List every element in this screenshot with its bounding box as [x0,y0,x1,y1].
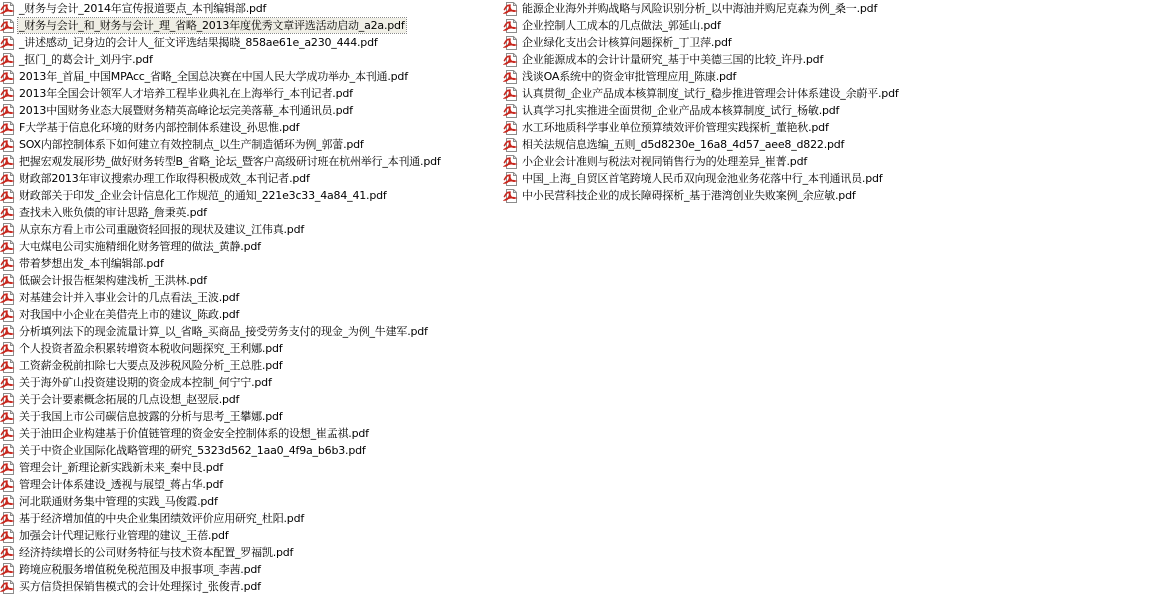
file-item[interactable] [0,136,500,153]
file-item[interactable] [0,323,500,340]
file-item[interactable] [503,102,963,119]
file-name-label: 企业控制人工成本的几点做法_郭延山.pdf [522,19,721,32]
file-name-label: 关于海外矿山投资建设期的资金成本控制_何宁宁.pdf [19,376,272,389]
pdf-file-icon [0,528,16,544]
file-name-label: 带着梦想出发_本刊编辑部.pdf [19,257,164,270]
file-name-label: 2013中国财务业态大展暨财务精英高峰论坛完美落幕_本刊通讯员.pdf [19,104,353,117]
file-name-label: 个人投资者盈余积累转增资本税收问题探究_王利娜.pdf [19,342,283,355]
file-name-label: SOX内部控制体系下如何建立有效控制点_以生产制造循环为例_郭蕾.pdf [19,138,364,151]
pdf-file-icon [0,256,16,272]
file-name-label: 把握宏观发展形势_做好财务转型B_省略_论坛_暨客户高级研讨班在杭州举行_本刊通.pdf [19,155,441,168]
file-name-label: 查找未入账负债的审计思路_詹秉英.pdf [19,206,207,219]
pdf-file-icon [0,307,16,323]
file-item[interactable] [0,493,500,510]
pdf-file-icon [503,103,519,119]
pdf-file-icon [0,35,16,51]
file-item[interactable] [0,408,500,425]
file-name-label: 分析填列法下的现金流量计算_以_省略_买商品_接受劳务支付的现金_为例_牛建军.pdf [19,325,428,338]
file-name-label: 认真贯彻_企业产品成本核算制度_试行_稳步推进管理会计体系建设_余蔚平.pdf [522,87,899,100]
pdf-file-icon [0,52,16,68]
pdf-file-icon [0,494,16,510]
pdf-file-icon [503,171,519,187]
file-name-label: F大学基于信息化环境的财务内部控制体系建设_孙思惟.pdf [19,121,300,134]
file-name-label: 基于经济增加值的中央企业集团绩效评价应用研究_杜阳.pdf [19,512,305,525]
file-name-label: 财政部关于印发_企业会计信息化工作规范_的通知_221e3c33_4a84_41.pdf [19,189,387,202]
pdf-file-icon [0,205,16,221]
file-name-label: 大屯煤电公司实施精细化财务管理的做法_黄静.pdf [19,240,261,253]
file-name-label: 经济持续增长的公司财务特征与技术资本配置_罗福凯.pdf [19,546,294,559]
pdf-file-icon [503,52,519,68]
file-item[interactable] [0,391,500,408]
pdf-file-icon [0,239,16,255]
file-item[interactable] [0,51,500,68]
file-name-label: 关于我国上市公司碳信息披露的分析与思考_王攀娜.pdf [19,410,283,423]
pdf-file-icon [503,18,519,34]
file-name-label: 中小民营科技企业的成长障碍探析_基于港湾创业失败案例_余应敏.pdf [522,189,856,202]
file-item[interactable] [0,221,500,238]
file-name-label: 认真学习扎实推进全面贯彻_企业产品成本核算制度_试行_杨敏.pdf [522,104,840,117]
pdf-file-icon [503,120,519,136]
pdf-file-icon [0,511,16,527]
pdf-file-icon [0,273,16,289]
file-item[interactable] [0,340,500,357]
pdf-file-icon [0,18,16,34]
file-item[interactable] [0,578,500,595]
pdf-file-icon [503,69,519,85]
file-name-label: 管理会计_新理论新实践新未来_秦中艮.pdf [19,461,223,474]
file-name-label: 2013年全国会计领军人才培养工程毕业典礼在上海举行_本刊记者.pdf [19,87,353,100]
file-name-label: 对基建会计并入事业会计的几点看法_王波.pdf [19,291,240,304]
file-item[interactable] [0,272,500,289]
file-item[interactable] [0,442,500,459]
file-name-label: _讲述感动_记身边的会计人_征文评选结果揭晓_858ae61e_a230_444.pdf [19,36,378,49]
file-name-label: 财政部2013年审议搜索办理工作取得积极成效_本刊记者.pdf [19,172,310,185]
file-list-left-column [0,0,500,612]
file-item[interactable] [503,170,963,187]
file-item[interactable] [0,17,500,34]
file-name-label: 加强会计代理记账行业管理的建议_王蓓.pdf [19,529,229,542]
file-item[interactable] [0,476,500,493]
pdf-file-icon [0,460,16,476]
pdf-file-icon [0,375,16,391]
pdf-file-icon [0,545,16,561]
file-name-label: _抠门_的葛会计_刘丹宇.pdf [19,53,153,66]
pdf-file-icon [503,188,519,204]
pdf-file-icon [0,171,16,187]
file-name-label: 从京东方看上市公司重融资轻回报的现状及建议_江伟真.pdf [19,223,305,236]
file-item[interactable] [0,289,500,306]
pdf-file-icon [0,290,16,306]
file-item[interactable] [503,187,963,204]
file-item[interactable] [0,374,500,391]
pdf-file-icon [0,341,16,357]
file-name-label: 对我国中小企业在美借壳上市的建议_陈政.pdf [19,308,240,321]
file-name-label: 相关法规信息选编_五则_d5d8230e_16a8_4d57_aee8_d822.pdf [522,138,845,151]
file-name-label: 工资薪金税前扣除七大要点及涉税风险分析_王总胜.pdf [19,359,283,372]
file-item[interactable] [503,85,963,102]
file-item[interactable] [0,187,500,204]
pdf-file-icon [0,409,16,425]
file-item[interactable] [503,153,963,170]
file-name-label: 水工环地质科学事业单位预算绩效评价管理实践探析_董艳秋.pdf [522,121,829,134]
file-item[interactable] [503,68,963,85]
pdf-file-icon [0,120,16,136]
pdf-file-icon [503,137,519,153]
file-name-label: 企业绿化支出会计核算问题探析_丁卫萍.pdf [522,36,732,49]
pdf-file-icon [0,69,16,85]
file-item[interactable] [0,306,500,323]
file-item[interactable] [0,255,500,272]
pdf-file-icon [0,562,16,578]
pdf-file-icon [0,154,16,170]
file-name-label: 中国_上海_自贸区首笔跨境人民币双向现金池业务花落中行_本刊通讯员.pdf [522,172,883,185]
file-list-right-column [503,0,963,612]
file-item[interactable] [503,136,963,153]
file-name-label: 关于油田企业构建基于价值链管理的资金安全控制体系的设想_崔孟祺.pdf [19,427,369,440]
pdf-file-icon [0,579,16,595]
file-item[interactable] [0,561,500,578]
file-name-label: 浅谈OA系统中的资金审批管理应用_陈康.pdf [522,70,737,83]
file-item[interactable] [0,425,500,442]
pdf-file-icon [503,86,519,102]
pdf-file-icon [0,477,16,493]
file-item[interactable] [0,238,500,255]
file-item[interactable] [0,102,500,119]
file-item[interactable] [0,357,500,374]
file-name-label: 企业能源成本的会计计量研究_基于中美德三国的比较_许丹.pdf [522,53,824,66]
file-item[interactable] [503,0,963,17]
file-name-label: 河北联通财务集中管理的实践_马俊霞.pdf [19,495,218,508]
pdf-file-icon [0,426,16,442]
file-item[interactable] [0,544,500,561]
pdf-file-icon [0,103,16,119]
file-item[interactable] [0,119,500,136]
file-item[interactable] [503,51,963,68]
file-item[interactable] [0,68,500,85]
file-item[interactable] [0,170,500,187]
file-name-label: 买方信贷担保销售模式的会计处理探讨_张俊青.pdf [19,580,261,593]
file-item[interactable] [0,34,500,51]
file-item[interactable] [503,17,963,34]
file-item[interactable] [0,153,500,170]
pdf-file-icon [503,35,519,51]
file-name-label: 低碳会计报告框架构建浅析_王洪林.pdf [19,274,207,287]
file-item[interactable] [0,459,500,476]
pdf-file-icon [503,1,519,17]
pdf-file-icon [0,222,16,238]
file-name-label: 关于中资企业国际化战略管理的研究_5323d562_1aa0_4f9a_b6b3.pdf [19,444,366,457]
file-name-label: 2013年_首届_中国MPAcc_省略_全国总决赛在中国人民大学成功举办_本刊通.pdf [19,70,408,83]
file-name-label: _财务与会计_2014年宣传报道要点_本刊编辑部.pdf [19,2,267,15]
pdf-file-icon [503,154,519,170]
file-name-label: 关于会计要素概念拓展的几点设想_赵翌辰.pdf [19,393,240,406]
pdf-file-icon [0,324,16,340]
pdf-file-icon [0,358,16,374]
pdf-file-icon [0,137,16,153]
file-name-label: 管理会计体系建设_透视与展望_蒋占华.pdf [19,478,223,491]
file-name-label: 能源企业海外并购战略与风险识别分析_以中海油并购尼克森为例_桑一.pdf [522,2,878,15]
file-item[interactable] [0,527,500,544]
pdf-file-icon [0,86,16,102]
pdf-file-icon [0,392,16,408]
file-item[interactable] [0,85,500,102]
file-item[interactable] [0,204,500,221]
file-item[interactable] [0,0,500,17]
file-item[interactable] [503,119,963,136]
file-item[interactable] [503,34,963,51]
pdf-file-icon [0,443,16,459]
file-name-label: 跨境应税服务增值税免税范围及申报事项_李茜.pdf [19,563,261,576]
pdf-file-icon [0,1,16,17]
file-name-label: 小企业会计准则与税法对视同销售行为的处理差异_崔菁.pdf [522,155,808,168]
file-item[interactable] [0,510,500,527]
pdf-file-icon [0,188,16,204]
file-name-label: _财务与会计_和_财务与会计_理_省略_2013年度优秀文章评选活动启动_a2a.pdf [19,19,405,32]
